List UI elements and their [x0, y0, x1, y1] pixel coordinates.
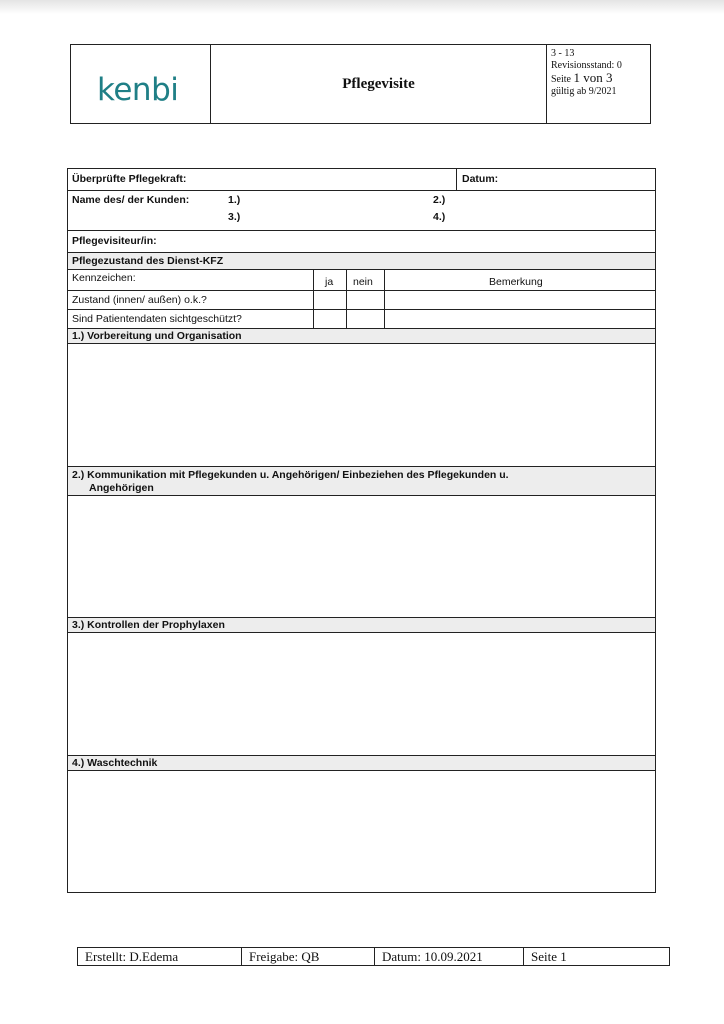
plate-label: Kennzeichen:	[72, 272, 136, 284]
section-4-header	[68, 756, 655, 771]
section-2-header	[68, 467, 655, 496]
revision-status: Revisionsstand: 0	[551, 60, 622, 71]
document-header	[70, 44, 651, 124]
condition-no-box[interactable]	[346, 291, 384, 309]
vehicle-section-title: Pflegezustand des Dienst-KFZ	[72, 255, 224, 267]
section-1-title: 1.) Vorbereitung und Organisation	[72, 330, 242, 342]
visit-form	[67, 168, 656, 893]
section-2-area[interactable]	[68, 496, 655, 618]
plate-row	[68, 270, 655, 291]
section-1-header	[68, 329, 655, 344]
viewer-top-shadow	[0, 0, 724, 14]
patient-data-label: Sind Patientendaten sichtgeschützt?	[72, 313, 242, 325]
section-2-title-line2: Angehörigen	[89, 482, 154, 494]
valid-from: gültig ab 9/2021	[551, 86, 617, 97]
customers-row[interactable]	[68, 191, 655, 231]
checked-caregiver-label: Überprüfte Pflegekraft:	[72, 173, 187, 185]
vehicle-condition-row	[68, 291, 655, 310]
vehicle-condition-label: Zustand (innen/ außen) o.k.?	[72, 294, 207, 306]
condition-yes-box[interactable]	[313, 291, 346, 309]
section-4-title: 4.) Waschtechnik	[72, 757, 158, 769]
document-meta	[547, 45, 650, 123]
document-title: Pflegevisite	[211, 45, 547, 123]
col-yes-label: ja	[325, 276, 334, 288]
footer-page: Seite 1	[531, 949, 567, 964]
page-of: 1 von 3	[573, 70, 613, 85]
customer-4-num: 4.)	[433, 211, 446, 223]
customers-label: Name des/ der Kunden:	[72, 194, 190, 206]
col-remark-label: Bemerkung	[489, 276, 543, 288]
condition-remark-box[interactable]	[384, 291, 655, 309]
privacy-yes-box[interactable]	[313, 310, 346, 328]
visitor-label: Pflegevisiteur/in:	[72, 235, 157, 247]
section-3-area[interactable]	[68, 633, 655, 756]
customer-2-num: 2.)	[433, 194, 446, 206]
footer-date: Datum: 10.09.2021	[375, 948, 524, 965]
customer-3-num: 3.)	[228, 211, 241, 223]
customer-1-num: 1.)	[228, 194, 241, 206]
vehicle-section-header	[68, 253, 655, 270]
section-2-title: 2.) Kommunikation mit Pflegekunden u. Angehörigen/ Einbeziehen des Pflegekunden u.	[72, 469, 509, 481]
document-footer	[77, 947, 670, 966]
privacy-remark-box[interactable]	[384, 310, 655, 328]
patient-data-row	[68, 310, 655, 329]
footer-created: Erstellt: D.Edema	[78, 948, 242, 965]
caregiver-row	[68, 169, 655, 191]
logo-cell	[71, 45, 211, 123]
visitor-row[interactable]	[68, 231, 655, 253]
section-3-title: 3.) Kontrollen der Prophylaxen	[72, 619, 225, 631]
page-prefix: Seite	[551, 74, 571, 85]
doc-number: 3 - 13	[551, 48, 575, 59]
date-cell[interactable]	[456, 169, 655, 190]
privacy-no-box[interactable]	[346, 310, 384, 328]
section-3-header	[68, 618, 655, 633]
section-4-area[interactable]	[68, 771, 655, 892]
col-no-label: nein	[353, 276, 373, 288]
date-label: Datum:	[462, 173, 499, 185]
kenbi-logo: kenbi	[97, 72, 179, 108]
page-info	[551, 72, 650, 86]
col-remark-header	[384, 270, 655, 290]
footer-release: Freigabe: QB	[242, 948, 375, 965]
section-1-area[interactable]	[68, 344, 655, 467]
col-yes-header	[313, 270, 346, 290]
col-no-header	[346, 270, 384, 290]
